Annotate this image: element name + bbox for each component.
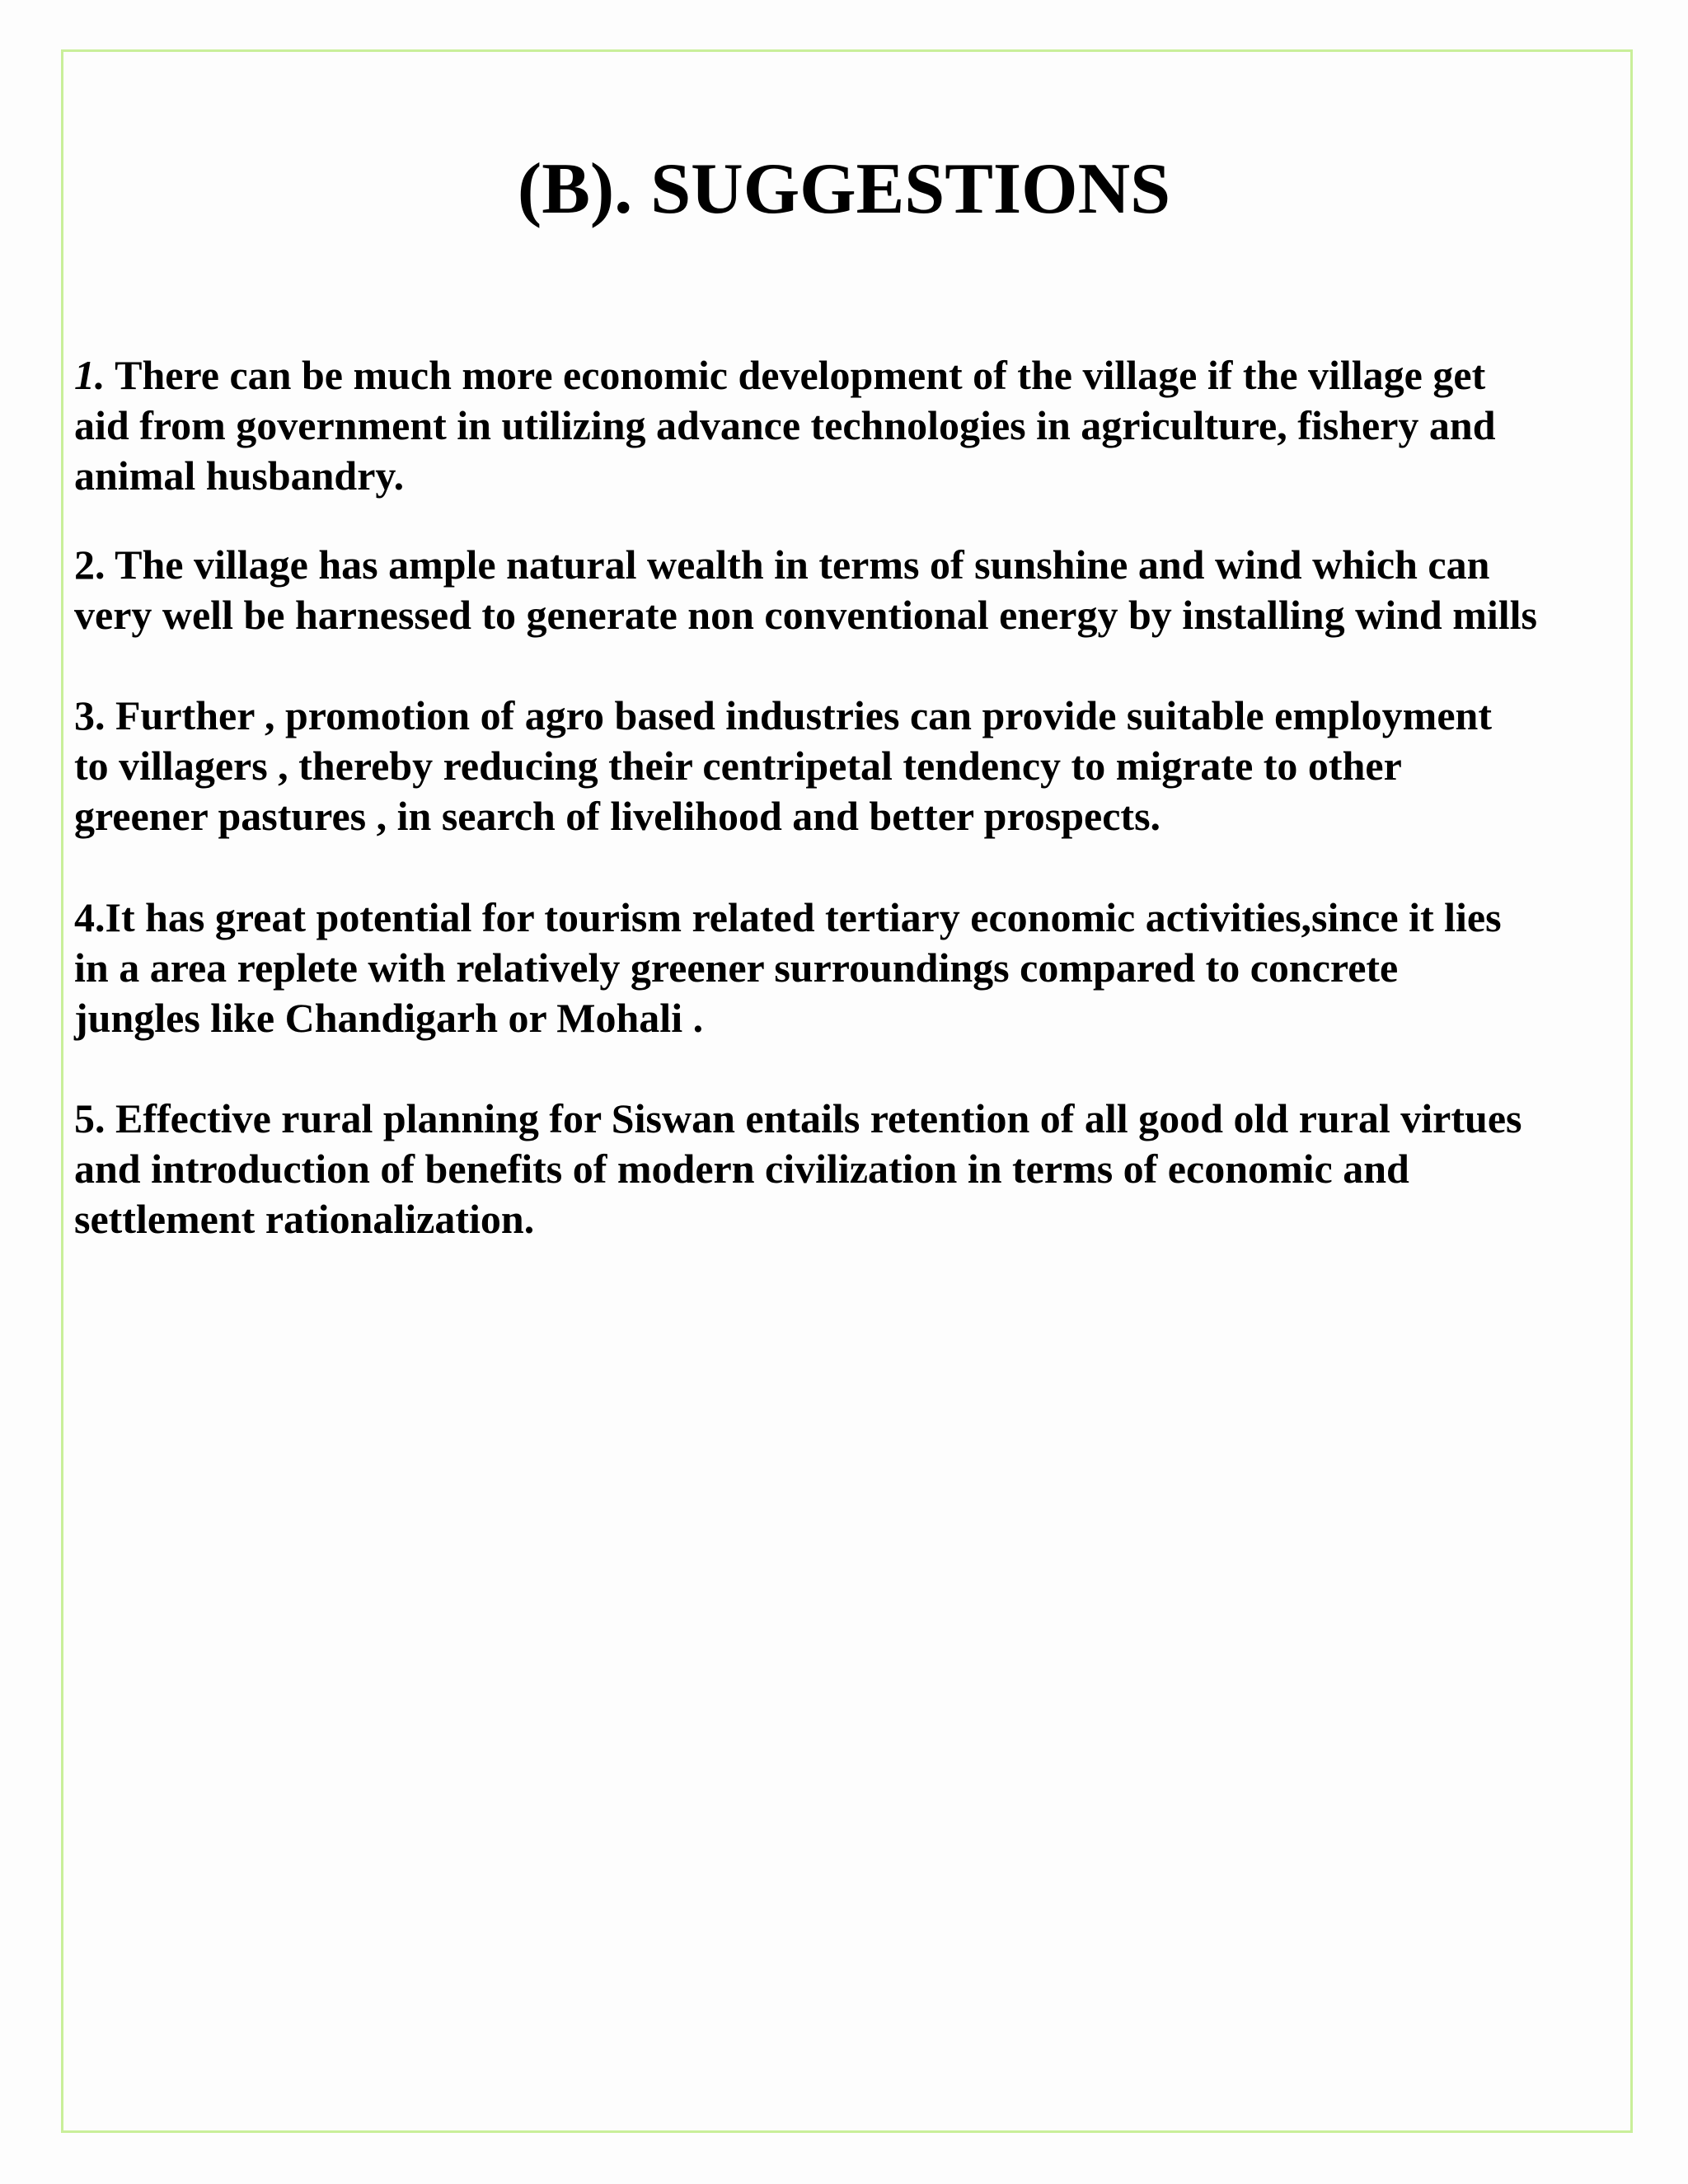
suggestion-3-line-2: to villagers , thereby reducing their centripetal tendency to migrate to other: [74, 743, 1402, 789]
suggestion-1-line-3: animal husbandry.: [74, 452, 405, 499]
suggestion-5: [74, 1094, 1632, 1244]
suggestion-4-line-3: jungles like Chandigarh or Mohali .: [74, 995, 704, 1041]
suggestion-3-line-1: 3. Further , promotion of agro based industries can provide suitable employment: [74, 692, 1492, 738]
suggestion-1: [74, 350, 1632, 501]
page-title: (B). SUGGESTIONS: [517, 149, 1171, 229]
suggestion-1-number: 1.: [74, 352, 106, 398]
suggestion-1-line-1: 1. There can be much more economic development of the village if the village get: [74, 352, 1486, 398]
suggestion-4-line-1: 4.It has great potential for tourism related tertiary economic activities,since it lies: [74, 894, 1502, 940]
suggestion-3-line-3: greener pastures , in search of livelihood and better prospects.: [74, 793, 1161, 839]
suggestion-4: [74, 893, 1632, 1043]
suggestion-2-line-2: very well be harnessed to generate non conventional energy by installing wind mills: [74, 592, 1537, 638]
suggestion-2-line-1: 2. The village has ample natural wealth in terms of sunshine and wind which can: [74, 541, 1490, 588]
suggestion-1-line-2: aid from government in utilizing advance technologies in agriculture, fishery and: [74, 402, 1496, 448]
suggestion-5-line-3: settlement rationalization.: [74, 1196, 535, 1242]
suggestion-3: [74, 691, 1632, 841]
suggestion-4-line-2: in a area replete with relatively greener surroundings compared to concrete: [74, 944, 1399, 991]
suggestion-5-line-2: and introduction of benefits of modern civilization in terms of economic and: [74, 1146, 1409, 1192]
suggestion-5-line-1: 5. Effective rural planning for Siswan entails retention of all good old rural virtues: [74, 1095, 1522, 1141]
suggestion-2: [74, 540, 1632, 640]
